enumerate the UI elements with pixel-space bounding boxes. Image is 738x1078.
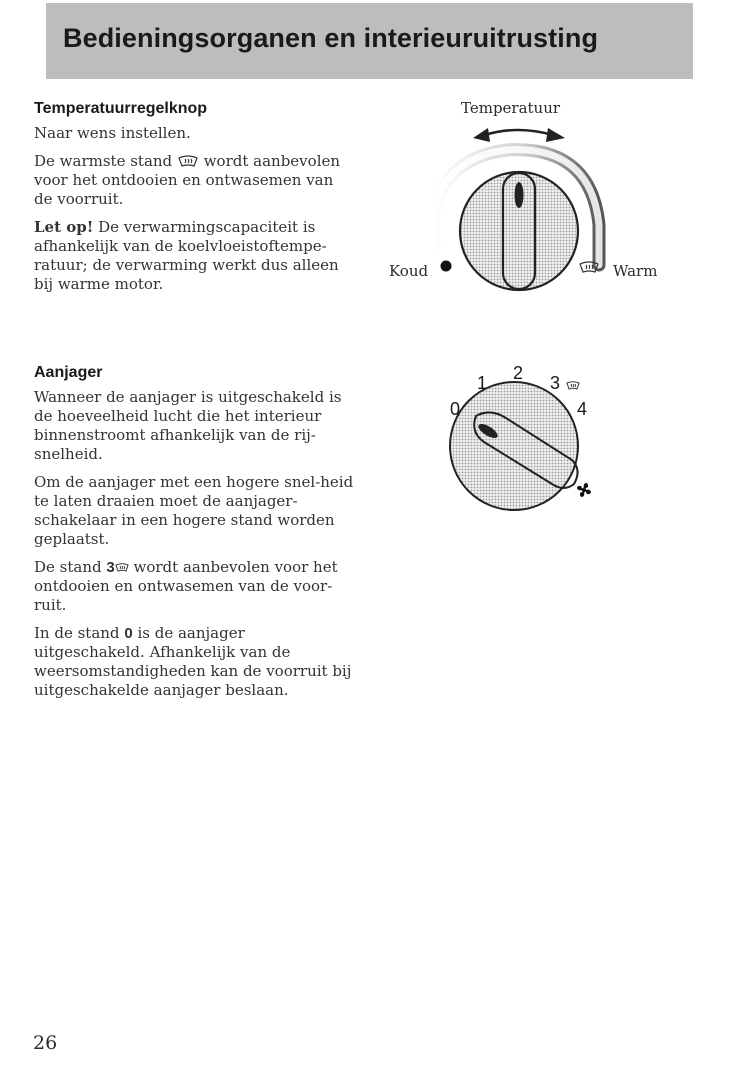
page-number: 26 [33, 1032, 58, 1054]
page-title: Bedieningsorganen en interieuruitrusting [63, 23, 599, 53]
temperature-p3 [34, 218, 354, 294]
temperature-p1: Naar wens instellen. [34, 124, 191, 142]
blower-p3-end: wordt aanbevolen voor het ontdooien en ontwasemen van de voor-ruit. [34, 558, 338, 614]
temperature-heading: Temperatuurregelknop [34, 100, 208, 117]
temperature-dial-figure [385, 95, 685, 305]
blower-position-3: 3 [550, 373, 561, 393]
blower-p4-start: In de stand [34, 624, 120, 642]
blower-position-4: 4 [577, 399, 588, 419]
temperature-label: Temperatuur [461, 99, 561, 117]
blower-section [34, 364, 354, 709]
fan-icon [577, 483, 591, 497]
blower-p3-start: De stand [34, 558, 102, 576]
temperature-p2 [34, 152, 354, 209]
blower-knob [450, 382, 578, 510]
blower-p4-number: 0 [124, 625, 133, 642]
blower-position-1: 1 [477, 373, 488, 393]
warm-label: Warm [613, 262, 658, 280]
windshield-defrost-icon [567, 382, 579, 389]
windshield-defrost-icon [115, 563, 129, 573]
cold-dot-icon [441, 261, 452, 272]
blower-p4-end: is de aanjager uitgeschakeld. Afhankelijk van de weersomstandigheden kan de voorruit bij uitgeschakelde aanjager beslaan. [34, 624, 352, 699]
blower-dial-figure [440, 360, 610, 520]
blower-position-2: 2 [513, 363, 524, 383]
cold-label: Koud [389, 262, 429, 280]
blower-position-0: 0 [450, 399, 461, 419]
blower-dial-graphic [440, 360, 610, 520]
blower-p2: Om de aanjager met een hogere snel-heid te laten draaien moet de aanjager-schakelaar in een hogere stand worden geplaatst. [34, 473, 354, 548]
blower-p3-number: 3 [106, 559, 115, 576]
blower-p1: Wanneer de aanjager is uitgeschakeld is de hoeveelheid lucht die het interieur binnenstroomt afhankelijk van de rij-snelheid. [34, 388, 342, 463]
blower-p3 [34, 558, 354, 615]
temperature-p2-start: De warmste stand [34, 152, 173, 170]
knob-indicator [515, 182, 524, 208]
blower-heading: Aanjager [34, 364, 103, 381]
blower-p4 [34, 624, 354, 700]
temperature-p3-text: De verwarmingscapaciteit is afhankelijk van de koelvloeistoftempe-ratuur; de verwarming werkt dus alleen bij warme motor. [34, 218, 339, 293]
windshield-defrost-icon [177, 155, 199, 169]
temperature-section [34, 100, 354, 303]
double-arrow-icon [473, 128, 565, 142]
temperature-p2-end: wordt aanbevolen voor het ontdooien en ontwasemen van de voorruit. [34, 152, 341, 208]
note-label: Let op! [34, 218, 94, 236]
